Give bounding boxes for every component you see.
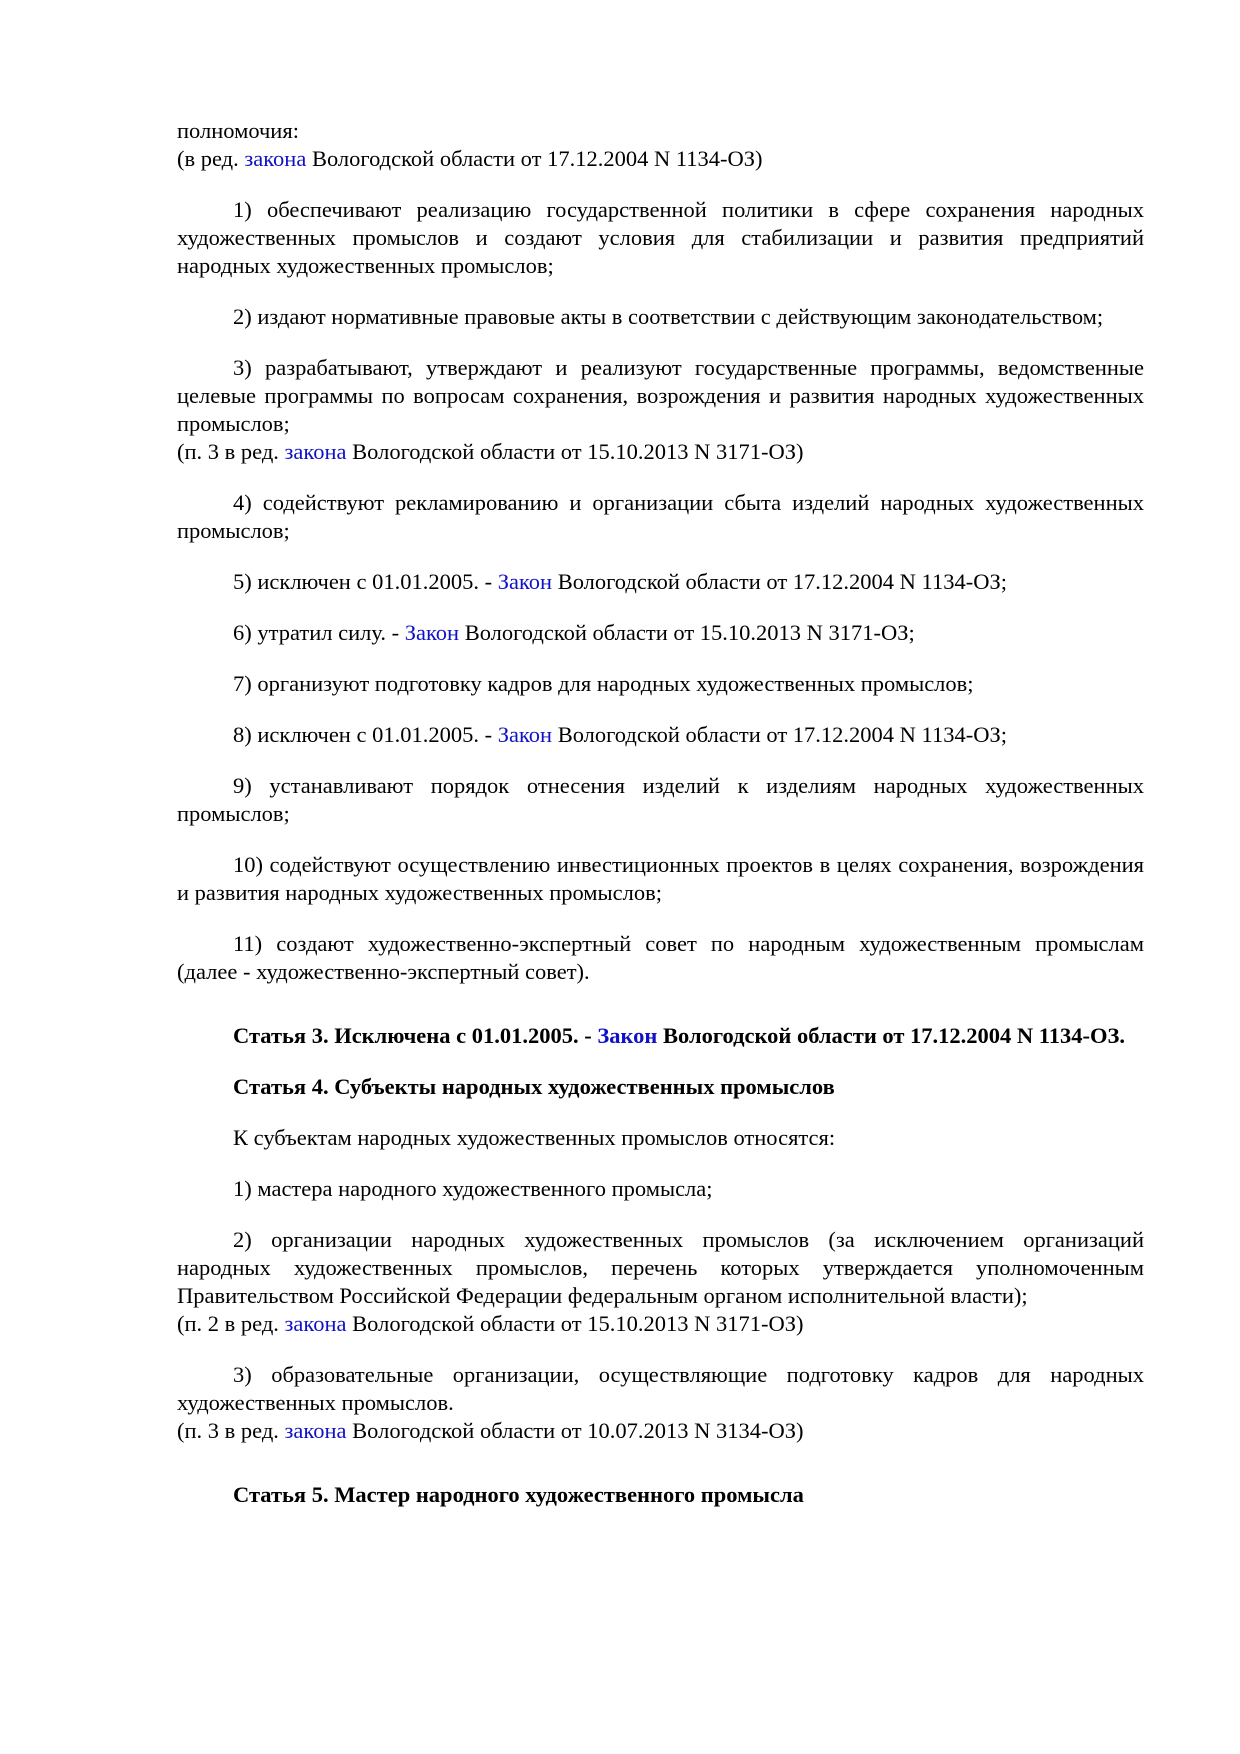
article-4-lead: К субъектам народных художественных промыслов относятся: bbox=[233, 1125, 836, 1150]
article-5-heading: Статья 5. Мастер народного художественного промысла bbox=[233, 1482, 804, 1507]
item-prefix: 8) исключен с 01.01.2005. - bbox=[233, 722, 498, 747]
law-link[interactable]: закона bbox=[284, 1418, 347, 1443]
edit-note bbox=[177, 438, 1144, 466]
law-link[interactable]: Закон bbox=[497, 722, 553, 747]
edit-note-prefix: (п. 2 в ред. bbox=[177, 1311, 285, 1336]
article-4-item-3: 3) образовательные организации, осуществляющие подготовку кадров для народных художественных промыслов. bbox=[177, 1362, 1144, 1415]
list-item-10: 10) содействуют осуществлению инвестиционных проектов в целях сохранения, возрождения и развития народных художественных промыслов; bbox=[177, 852, 1144, 905]
item-suffix: Вологодской области от 17.12.2004 N 1134-ОЗ; bbox=[552, 569, 1007, 594]
edit-note-prefix: (п. 3 в ред. bbox=[177, 1418, 285, 1443]
article-4-item-1: 1) мастера народного художественного промысла; bbox=[233, 1176, 713, 1201]
list-item-7: 7) организуют подготовку кадров для народных художественных промыслов; bbox=[233, 671, 974, 696]
item-prefix: 5) исключен с 01.01.2005. - bbox=[233, 569, 498, 594]
heading-suffix: Вологодской области от 17.12.2004 N 1134-ОЗ. bbox=[657, 1023, 1126, 1048]
law-link[interactable]: Закон bbox=[597, 1023, 658, 1048]
document-page bbox=[177, 117, 1144, 1509]
list-item-1: 1) обеспечивают реализацию государственной политики в сфере сохранения народных художественных промыслов и создают условия для стабилизации и развития предприятий народных художественных промыслов; bbox=[177, 197, 1144, 278]
list-item-3: 3) разрабатывают, утверждают и реализуют государственные программы, ведомственные целевые программы по вопросам сохранения, возрождения и развития народных художественных промыслов; bbox=[177, 355, 1144, 436]
edit-note bbox=[177, 1310, 1144, 1338]
article-4-item-2: 2) организации народных художественных промыслов (за исключением организаций народных художественных промыслов, перечень которых утверждается уполномоченным Правительством Российской Федерации федеральным органом исполнительной власти); bbox=[177, 1227, 1144, 1308]
item-prefix: 6) утратил силу. - bbox=[233, 620, 405, 645]
law-link[interactable]: закона bbox=[284, 439, 347, 464]
article-3-heading bbox=[177, 1022, 1144, 1050]
article-4-heading: Статья 4. Субъекты народных художественных промыслов bbox=[233, 1074, 835, 1099]
law-link[interactable]: Закон bbox=[497, 569, 553, 594]
edit-note bbox=[177, 145, 1144, 173]
list-item-8 bbox=[177, 721, 1144, 749]
intro-text: полномочия: bbox=[177, 118, 299, 143]
edit-note-suffix: Вологодской области от 10.07.2013 N 3134-ОЗ) bbox=[346, 1418, 804, 1443]
heading-prefix: Статья 3. Исключена с 01.01.2005. - bbox=[233, 1023, 598, 1048]
item-suffix: Вологодской области от 15.10.2013 N 3171-ОЗ; bbox=[459, 620, 915, 645]
edit-note-suffix: Вологодской области от 15.10.2013 N 3171-ОЗ) bbox=[346, 1311, 804, 1336]
list-item-6 bbox=[177, 619, 1144, 647]
edit-note-suffix: Вологодской области от 15.10.2013 N 3171-ОЗ) bbox=[346, 439, 804, 464]
list-item-2: 2) издают нормативные правовые акты в соответствии с действующим законодательством; bbox=[233, 304, 1104, 329]
list-item-11: 11) создают художественно-экспертный совет по народным художественным промыслам (далее - художественно-экспертный совет). bbox=[177, 931, 1144, 984]
edit-note-prefix: (п. 3 в ред. bbox=[177, 439, 285, 464]
law-link[interactable]: закона bbox=[244, 146, 307, 171]
list-item-5 bbox=[177, 568, 1144, 596]
edit-note-prefix: (в ред. bbox=[177, 146, 245, 171]
item-suffix: Вологодской области от 17.12.2004 N 1134-ОЗ; bbox=[552, 722, 1007, 747]
law-link[interactable]: закона bbox=[284, 1311, 347, 1336]
list-item-4: 4) содействуют рекламированию и организации сбыта изделий народных художественных промыслов; bbox=[177, 490, 1144, 543]
list-item-9: 9) устанавливают порядок отнесения изделий к изделиям народных художественных промыслов; bbox=[177, 773, 1144, 826]
law-link[interactable]: Закон bbox=[404, 620, 460, 645]
edit-note-suffix: Вологодской области от 17.12.2004 N 1134-ОЗ) bbox=[306, 146, 763, 171]
edit-note bbox=[177, 1417, 1144, 1445]
